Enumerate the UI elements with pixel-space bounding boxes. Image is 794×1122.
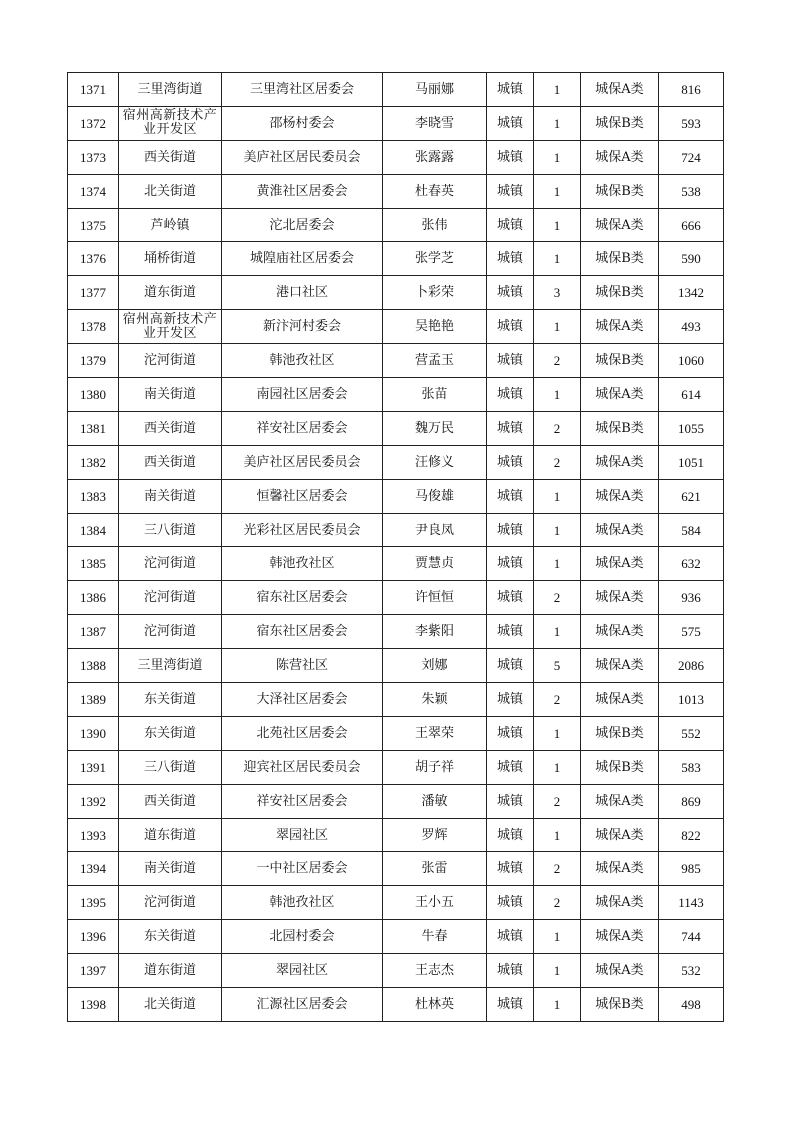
table-row xyxy=(68,920,724,954)
cell-street: 沱河街道 xyxy=(119,547,222,581)
cell-amount: 498 xyxy=(659,988,724,1022)
cell-insurance-category: 城保A类 xyxy=(581,479,659,513)
cell-area-type: 城镇 xyxy=(487,852,534,886)
cell-household-count: 1 xyxy=(534,479,581,513)
cell-community: 韩池孜社区 xyxy=(222,547,383,581)
cell-community: 祥安社区居委会 xyxy=(222,411,383,445)
cell-community: 翠园社区 xyxy=(222,818,383,852)
cell-community: 邵杨村委会 xyxy=(222,106,383,140)
table-row xyxy=(68,140,724,174)
cell-street: 南关街道 xyxy=(119,378,222,412)
cell-amount: 1060 xyxy=(659,344,724,378)
cell-household-count: 1 xyxy=(534,547,581,581)
cell-street: 芦岭镇 xyxy=(119,208,222,242)
cell-area-type: 城镇 xyxy=(487,547,534,581)
cell-person-name: 尹良凤 xyxy=(383,513,487,547)
cell-insurance-category: 城保A类 xyxy=(581,886,659,920)
cell-street: 北关街道 xyxy=(119,174,222,208)
cell-street: 北关街道 xyxy=(119,988,222,1022)
table-row xyxy=(68,174,724,208)
cell-street: 埇桥街道 xyxy=(119,242,222,276)
cell-area-type: 城镇 xyxy=(487,988,534,1022)
cell-street: 宿州高新技术产业开发区 xyxy=(119,310,222,344)
cell-person-name: 张雷 xyxy=(383,852,487,886)
cell-serial-number: 1376 xyxy=(68,242,119,276)
table-row xyxy=(68,581,724,615)
cell-amount: 936 xyxy=(659,581,724,615)
cell-amount: 614 xyxy=(659,378,724,412)
cell-amount: 632 xyxy=(659,547,724,581)
cell-area-type: 城镇 xyxy=(487,310,534,344)
cell-person-name: 马俊雄 xyxy=(383,479,487,513)
cell-amount: 1051 xyxy=(659,445,724,479)
cell-community: 港口社区 xyxy=(222,276,383,310)
cell-amount: 590 xyxy=(659,242,724,276)
cell-area-type: 城镇 xyxy=(487,649,534,683)
cell-community: 韩池孜社区 xyxy=(222,886,383,920)
cell-community: 汇源社区居委会 xyxy=(222,988,383,1022)
cell-household-count: 1 xyxy=(534,750,581,784)
table-row xyxy=(68,208,724,242)
cell-amount: 532 xyxy=(659,954,724,988)
cell-street: 西关街道 xyxy=(119,784,222,818)
cell-person-name: 朱颖 xyxy=(383,683,487,717)
table-row xyxy=(68,988,724,1022)
cell-community: 一中社区居委会 xyxy=(222,852,383,886)
cell-person-name: 张学芝 xyxy=(383,242,487,276)
cell-street: 西关街道 xyxy=(119,445,222,479)
cell-insurance-category: 城保A类 xyxy=(581,73,659,107)
cell-serial-number: 1396 xyxy=(68,920,119,954)
cell-community: 光彩社区居民委员会 xyxy=(222,513,383,547)
table-row xyxy=(68,106,724,140)
cell-community: 翠园社区 xyxy=(222,954,383,988)
table-row xyxy=(68,852,724,886)
cell-serial-number: 1383 xyxy=(68,479,119,513)
cell-serial-number: 1375 xyxy=(68,208,119,242)
cell-insurance-category: 城保B类 xyxy=(581,174,659,208)
cell-street: 东关街道 xyxy=(119,920,222,954)
cell-serial-number: 1391 xyxy=(68,750,119,784)
table-row xyxy=(68,479,724,513)
cell-person-name: 李晓雪 xyxy=(383,106,487,140)
table-row xyxy=(68,615,724,649)
cell-person-name: 汪修义 xyxy=(383,445,487,479)
cell-street: 沱河街道 xyxy=(119,886,222,920)
cell-serial-number: 1384 xyxy=(68,513,119,547)
cell-street: 沱河街道 xyxy=(119,615,222,649)
cell-area-type: 城镇 xyxy=(487,378,534,412)
cell-person-name: 张苗 xyxy=(383,378,487,412)
cell-person-name: 胡子祥 xyxy=(383,750,487,784)
cell-insurance-category: 城保A类 xyxy=(581,310,659,344)
cell-household-count: 1 xyxy=(534,988,581,1022)
cell-community: 美庐社区居民委员会 xyxy=(222,140,383,174)
cell-serial-number: 1393 xyxy=(68,818,119,852)
cell-area-type: 城镇 xyxy=(487,886,534,920)
cell-serial-number: 1372 xyxy=(68,106,119,140)
cell-household-count: 1 xyxy=(534,716,581,750)
cell-street: 沱河街道 xyxy=(119,581,222,615)
cell-person-name: 许恒恒 xyxy=(383,581,487,615)
cell-insurance-category: 城保A类 xyxy=(581,784,659,818)
cell-person-name: 李紫阳 xyxy=(383,615,487,649)
cell-community: 南园社区居委会 xyxy=(222,378,383,412)
cell-amount: 552 xyxy=(659,716,724,750)
cell-amount: 621 xyxy=(659,479,724,513)
cell-insurance-category: 城保B类 xyxy=(581,750,659,784)
cell-person-name: 罗辉 xyxy=(383,818,487,852)
cell-amount: 1342 xyxy=(659,276,724,310)
cell-area-type: 城镇 xyxy=(487,716,534,750)
cell-street: 南关街道 xyxy=(119,852,222,886)
cell-amount: 493 xyxy=(659,310,724,344)
cell-person-name: 马丽娜 xyxy=(383,73,487,107)
cell-person-name: 王小五 xyxy=(383,886,487,920)
cell-community: 北园村委会 xyxy=(222,920,383,954)
cell-insurance-category: 城保B类 xyxy=(581,988,659,1022)
cell-insurance-category: 城保B类 xyxy=(581,276,659,310)
cell-community: 陈营社区 xyxy=(222,649,383,683)
cell-household-count: 1 xyxy=(534,208,581,242)
table-row xyxy=(68,750,724,784)
cell-insurance-category: 城保A类 xyxy=(581,140,659,174)
cell-insurance-category: 城保A类 xyxy=(581,208,659,242)
cell-amount: 593 xyxy=(659,106,724,140)
cell-insurance-category: 城保A类 xyxy=(581,683,659,717)
cell-street: 三里湾街道 xyxy=(119,649,222,683)
cell-household-count: 2 xyxy=(534,411,581,445)
table-row xyxy=(68,683,724,717)
cell-area-type: 城镇 xyxy=(487,445,534,479)
cell-insurance-category: 城保A类 xyxy=(581,649,659,683)
cell-amount: 724 xyxy=(659,140,724,174)
cell-amount: 538 xyxy=(659,174,724,208)
cell-area-type: 城镇 xyxy=(487,174,534,208)
cell-amount: 666 xyxy=(659,208,724,242)
table-row xyxy=(68,378,724,412)
cell-street: 三里湾街道 xyxy=(119,73,222,107)
cell-household-count: 5 xyxy=(534,649,581,683)
cell-area-type: 城镇 xyxy=(487,208,534,242)
cell-serial-number: 1377 xyxy=(68,276,119,310)
cell-household-count: 1 xyxy=(534,513,581,547)
cell-community: 恒馨社区居委会 xyxy=(222,479,383,513)
cell-insurance-category: 城保A类 xyxy=(581,378,659,412)
cell-community: 黄淮社区居委会 xyxy=(222,174,383,208)
cell-street: 南关街道 xyxy=(119,479,222,513)
cell-street: 三八街道 xyxy=(119,513,222,547)
cell-insurance-category: 城保A类 xyxy=(581,954,659,988)
cell-person-name: 杜林英 xyxy=(383,988,487,1022)
table-row xyxy=(68,716,724,750)
cell-street: 道东街道 xyxy=(119,954,222,988)
cell-area-type: 城镇 xyxy=(487,615,534,649)
cell-community: 宿东社区居委会 xyxy=(222,581,383,615)
cell-person-name: 贾慧贞 xyxy=(383,547,487,581)
cell-amount: 584 xyxy=(659,513,724,547)
table-row xyxy=(68,649,724,683)
cell-serial-number: 1398 xyxy=(68,988,119,1022)
cell-area-type: 城镇 xyxy=(487,581,534,615)
cell-person-name: 王翠荣 xyxy=(383,716,487,750)
cell-insurance-category: 城保B类 xyxy=(581,411,659,445)
cell-community: 新汴河村委会 xyxy=(222,310,383,344)
cell-amount: 583 xyxy=(659,750,724,784)
table-row xyxy=(68,411,724,445)
cell-community: 祥安社区居委会 xyxy=(222,784,383,818)
table-row xyxy=(68,954,724,988)
cell-person-name: 营孟玉 xyxy=(383,344,487,378)
cell-household-count: 2 xyxy=(534,886,581,920)
cell-serial-number: 1390 xyxy=(68,716,119,750)
cell-community: 美庐社区居民委员会 xyxy=(222,445,383,479)
cell-street: 宿州高新技术产业开发区 xyxy=(119,106,222,140)
cell-area-type: 城镇 xyxy=(487,140,534,174)
cell-serial-number: 1388 xyxy=(68,649,119,683)
cell-amount: 2086 xyxy=(659,649,724,683)
cell-household-count: 2 xyxy=(534,581,581,615)
cell-household-count: 2 xyxy=(534,784,581,818)
cell-insurance-category: 城保A类 xyxy=(581,818,659,852)
cell-street: 道东街道 xyxy=(119,818,222,852)
cell-street: 西关街道 xyxy=(119,411,222,445)
cell-person-name: 魏万民 xyxy=(383,411,487,445)
cell-amount: 1013 xyxy=(659,683,724,717)
cell-serial-number: 1379 xyxy=(68,344,119,378)
table-row xyxy=(68,784,724,818)
cell-insurance-category: 城保B类 xyxy=(581,716,659,750)
cell-community: 宿东社区居委会 xyxy=(222,615,383,649)
cell-person-name: 刘娜 xyxy=(383,649,487,683)
cell-serial-number: 1397 xyxy=(68,954,119,988)
cell-serial-number: 1381 xyxy=(68,411,119,445)
beneficiary-table xyxy=(67,72,724,1022)
cell-area-type: 城镇 xyxy=(487,106,534,140)
cell-street: 道东街道 xyxy=(119,276,222,310)
cell-household-count: 1 xyxy=(534,954,581,988)
cell-community: 迎宾社区居民委员会 xyxy=(222,750,383,784)
cell-household-count: 2 xyxy=(534,344,581,378)
cell-household-count: 1 xyxy=(534,242,581,276)
cell-area-type: 城镇 xyxy=(487,784,534,818)
cell-serial-number: 1378 xyxy=(68,310,119,344)
cell-street: 沱河街道 xyxy=(119,344,222,378)
cell-household-count: 1 xyxy=(534,378,581,412)
cell-community: 大泽社区居委会 xyxy=(222,683,383,717)
cell-serial-number: 1371 xyxy=(68,73,119,107)
cell-insurance-category: 城保A类 xyxy=(581,615,659,649)
table-row xyxy=(68,445,724,479)
cell-street: 东关街道 xyxy=(119,683,222,717)
table-row xyxy=(68,818,724,852)
cell-area-type: 城镇 xyxy=(487,242,534,276)
cell-street: 三八街道 xyxy=(119,750,222,784)
cell-serial-number: 1389 xyxy=(68,683,119,717)
cell-household-count: 3 xyxy=(534,276,581,310)
cell-community: 韩池孜社区 xyxy=(222,344,383,378)
cell-insurance-category: 城保A类 xyxy=(581,547,659,581)
cell-person-name: 牛春 xyxy=(383,920,487,954)
cell-amount: 744 xyxy=(659,920,724,954)
cell-person-name: 杜春英 xyxy=(383,174,487,208)
cell-person-name: 卜彩荣 xyxy=(383,276,487,310)
cell-person-name: 张伟 xyxy=(383,208,487,242)
cell-community: 城隍庙社区居委会 xyxy=(222,242,383,276)
cell-serial-number: 1392 xyxy=(68,784,119,818)
cell-household-count: 2 xyxy=(534,852,581,886)
cell-insurance-category: 城保A类 xyxy=(581,852,659,886)
cell-serial-number: 1395 xyxy=(68,886,119,920)
cell-serial-number: 1394 xyxy=(68,852,119,886)
cell-community: 三里湾社区居委会 xyxy=(222,73,383,107)
cell-area-type: 城镇 xyxy=(487,344,534,378)
cell-serial-number: 1382 xyxy=(68,445,119,479)
table-row xyxy=(68,242,724,276)
cell-household-count: 1 xyxy=(534,310,581,344)
cell-serial-number: 1380 xyxy=(68,378,119,412)
table-row xyxy=(68,513,724,547)
cell-amount: 985 xyxy=(659,852,724,886)
cell-household-count: 1 xyxy=(534,920,581,954)
cell-area-type: 城镇 xyxy=(487,954,534,988)
cell-insurance-category: 城保A类 xyxy=(581,920,659,954)
cell-insurance-category: 城保A类 xyxy=(581,581,659,615)
table-body xyxy=(68,73,724,1022)
cell-person-name: 潘敏 xyxy=(383,784,487,818)
table-row xyxy=(68,73,724,107)
cell-area-type: 城镇 xyxy=(487,513,534,547)
cell-insurance-category: 城保A类 xyxy=(581,513,659,547)
cell-amount: 822 xyxy=(659,818,724,852)
table-row xyxy=(68,344,724,378)
table-row xyxy=(68,310,724,344)
cell-amount: 1055 xyxy=(659,411,724,445)
cell-area-type: 城镇 xyxy=(487,411,534,445)
cell-serial-number: 1373 xyxy=(68,140,119,174)
cell-community: 沱北居委会 xyxy=(222,208,383,242)
cell-area-type: 城镇 xyxy=(487,818,534,852)
cell-area-type: 城镇 xyxy=(487,479,534,513)
cell-household-count: 1 xyxy=(534,818,581,852)
cell-community: 北苑社区居委会 xyxy=(222,716,383,750)
cell-amount: 575 xyxy=(659,615,724,649)
cell-household-count: 1 xyxy=(534,174,581,208)
cell-serial-number: 1374 xyxy=(68,174,119,208)
table-row xyxy=(68,886,724,920)
cell-area-type: 城镇 xyxy=(487,920,534,954)
cell-area-type: 城镇 xyxy=(487,276,534,310)
cell-amount: 1143 xyxy=(659,886,724,920)
table-row xyxy=(68,547,724,581)
cell-person-name: 张露露 xyxy=(383,140,487,174)
cell-household-count: 2 xyxy=(534,683,581,717)
cell-person-name: 吴艳艳 xyxy=(383,310,487,344)
cell-household-count: 2 xyxy=(534,445,581,479)
cell-amount: 816 xyxy=(659,73,724,107)
cell-household-count: 1 xyxy=(534,615,581,649)
cell-household-count: 1 xyxy=(534,140,581,174)
cell-household-count: 1 xyxy=(534,106,581,140)
cell-serial-number: 1385 xyxy=(68,547,119,581)
cell-insurance-category: 城保B类 xyxy=(581,344,659,378)
cell-person-name: 王志杰 xyxy=(383,954,487,988)
cell-household-count: 1 xyxy=(534,73,581,107)
cell-serial-number: 1386 xyxy=(68,581,119,615)
cell-area-type: 城镇 xyxy=(487,683,534,717)
cell-insurance-category: 城保B类 xyxy=(581,106,659,140)
cell-area-type: 城镇 xyxy=(487,750,534,784)
table-row xyxy=(68,276,724,310)
cell-area-type: 城镇 xyxy=(487,73,534,107)
cell-street: 西关街道 xyxy=(119,140,222,174)
cell-insurance-category: 城保B类 xyxy=(581,242,659,276)
cell-serial-number: 1387 xyxy=(68,615,119,649)
cell-street: 东关街道 xyxy=(119,716,222,750)
cell-amount: 869 xyxy=(659,784,724,818)
cell-insurance-category: 城保A类 xyxy=(581,445,659,479)
